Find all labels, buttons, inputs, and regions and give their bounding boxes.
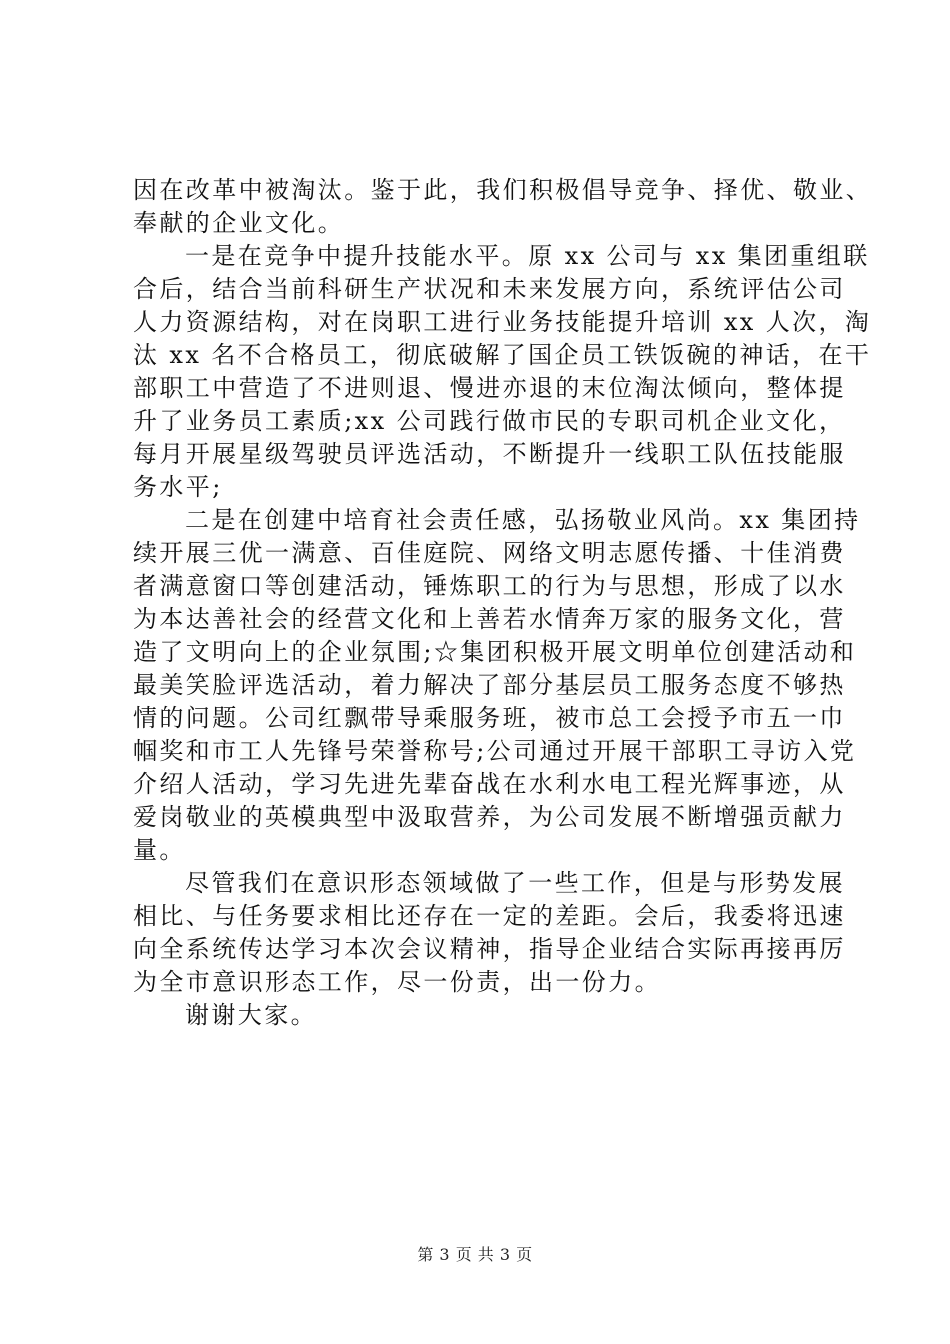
text-line: 尽管我们在意识形态领域做了一些工作，但是与形势发展 [185,869,845,897]
text-line: 者满意窗口等创建活动，锤炼职工的行为与思想，形成了以水 [133,572,846,600]
text-line: 部职工中营造了不进则退、慢进亦退的末位淘汰倾向，整体提 [133,374,846,402]
text-line: 为本达善社会的经营文化和上善若水情奔万家的服务文化，营 [133,605,846,633]
text-line: 二是在创建中培育社会责任感，弘扬敬业风尚。xx 集团持 [185,506,861,534]
text-line: 量。 [133,836,186,864]
text-line: 情的问题。公司红飘带导乘服务班，被市总工会授予市五一巾 [133,704,846,732]
text-line: 爱岗敬业的英模典型中汲取营养，为公司发展不断增强贡献力 [133,803,846,831]
text-line: 造了文明向上的企业氛围;☆集团积极开展文明单位创建活动和 [133,638,857,666]
text-line: 一是在竞争中提升技能水平。原 xx 公司与 xx 集团重组联 [185,242,870,270]
text-line: 因在改革中被淘汰。鉴于此，我们积极倡导竞争、择优、敬业、 [133,176,873,204]
text-line: 向全系统传达学习本次会议精神，指导企业结合实际再接再厉 [133,935,846,963]
text-line: 务水平; [133,473,223,501]
text-line: 每月开展星级驾驶员评选活动，不断提升一线职工队伍技能服 [133,440,846,468]
text-line: 升了业务员工素质;xx 公司践行做市民的专职司机企业文化， [133,407,846,435]
text-line: 奉献的企业文化。 [133,209,345,237]
text-line: 汰 xx 名不合格员工，彻底破解了国企员工铁饭碗的神话，在干 [133,341,872,369]
document-body [133,174,873,1032]
page-footer: 第 3 页 共 3 页 [417,1245,533,1264]
text-line: 为全市意识形态工作，尽一份责，出一份力。 [133,968,661,996]
text-line: 人力资源结构，对在岗职工进行业务技能提升培训 xx 人次，淘 [133,308,872,336]
text-line: 相比、与任务要求相比还存在一定的差距。会后，我委将迅速 [133,902,846,930]
text-line: 介绍人活动，学习先进先辈奋战在水利水电工程光辉事迹，从 [133,770,846,798]
text-line: 合后，结合当前科研生产状况和未来发展方向，系统评估公司 [133,275,846,303]
text-line: 续开展三优一满意、百佳庭院、网络文明志愿传播、十佳消费 [133,539,846,567]
text-line: 帼奖和市工人先锋号荣誉称号;公司通过开展干部职工寻访入党 [133,737,857,765]
text-line: 最美笑脸评选活动，着力解决了部分基层员工服务态度不够热 [133,671,846,699]
text-line: 谢谢大家。 [185,1001,317,1029]
